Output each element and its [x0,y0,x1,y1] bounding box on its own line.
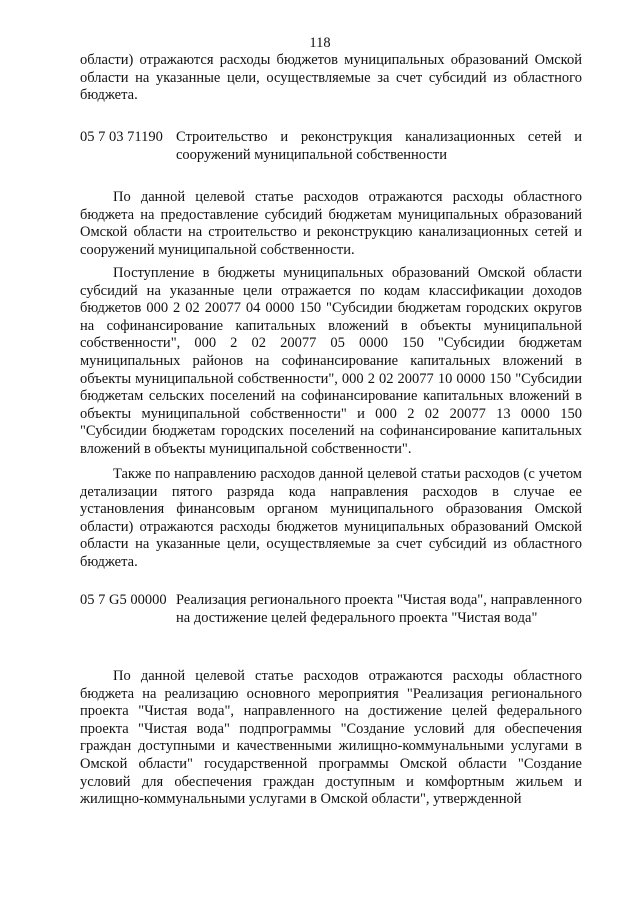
section-title: Реализация регионального проекта "Чистая вода", направленного на достижение целей федерального проекта "Чистая вода" [176,592,582,626]
paragraph-sewerage-description [80,189,582,259]
paragraph-clean-water-description [80,668,582,809]
paragraph-text: Также по направлению расходов данной целевой статьи расходов (с учетом детализации пятого разряда кода направления расходов в случае ее установления финансовым органом муниципального образования Омской области) отражаются расходы бюджетов муниципальных образований Омской области на указанные цели, осуществляемые за счет субсидий из областного бюджета. [80,466,582,570]
page-number: 118 [309,35,331,51]
paragraph-text: По данной целевой статье расходов отражаются расходы областного бюджета на предоставление субсидий бюджетам муниципальных образований Омской области на строительство и реконструкцию канализационных сетей и сооружений муниципальной собственности. [80,189,582,258]
section-heading-sewerage [80,129,582,165]
section-code: 05 7 G5 00000 [80,592,167,608]
paragraph-income-codes [80,265,582,459]
section-heading-clean-water [80,592,582,646]
paragraph-text: Поступление в бюджеты муниципальных образований Омской области субсидий на указанные цели отражается по кодам классификации доходов бюджетов 000 2 02 20077 04 0000 150 "Субсидии бюджетам городских округов на софинансирование капитальных вложений в объекты муниципальной собственности", 000 2 02 20077 05 0000 150 "Субсидии бюджетам муниципальных районов на софинансирование капитальных вложений в объекты муниципальной собственности", 000 2 02 20077 10 0000 150 "Субсидии бюджетам сельских поселений на софинансирование капитальных вложений в объекты муниципальной собственности" и 000 2 02 20077 13 0000 150 "Субсидии бюджетам городских поселений на софинансирование капитальных вложений в объекты муниципальной собственности". [80,265,582,457]
paragraph-continuation [80,52,582,105]
paragraph-text: По данной целевой статье расходов отражаются расходы областного бюджета на реализацию основного мероприятия "Реализация регионального проекта "Чистая вода", направленного на достижение целей федерального проекта "Чистая вода" подпрограммы "Создание условий для обеспечения граждан доступными и качественными жилищно-коммунальными услугами в Омской области" государственной программы Омской области "Создание условий для обеспечения граждан доступным и комфортным жильем и жилищно-коммунальными услугами в Омской области", утвержденной [80,668,582,808]
section-code: 05 7 03 71190 [80,129,163,145]
paragraph-text: области) отражаются расходы бюджетов муниципальных образований Омской области на указанные цели, осуществляемые за счет субсидий из областного бюджета. [80,52,582,104]
paragraph-municipal-detail [80,466,582,572]
section-title: Строительство и реконструкция канализационных сетей и сооружений муниципальной собственности [176,129,582,163]
